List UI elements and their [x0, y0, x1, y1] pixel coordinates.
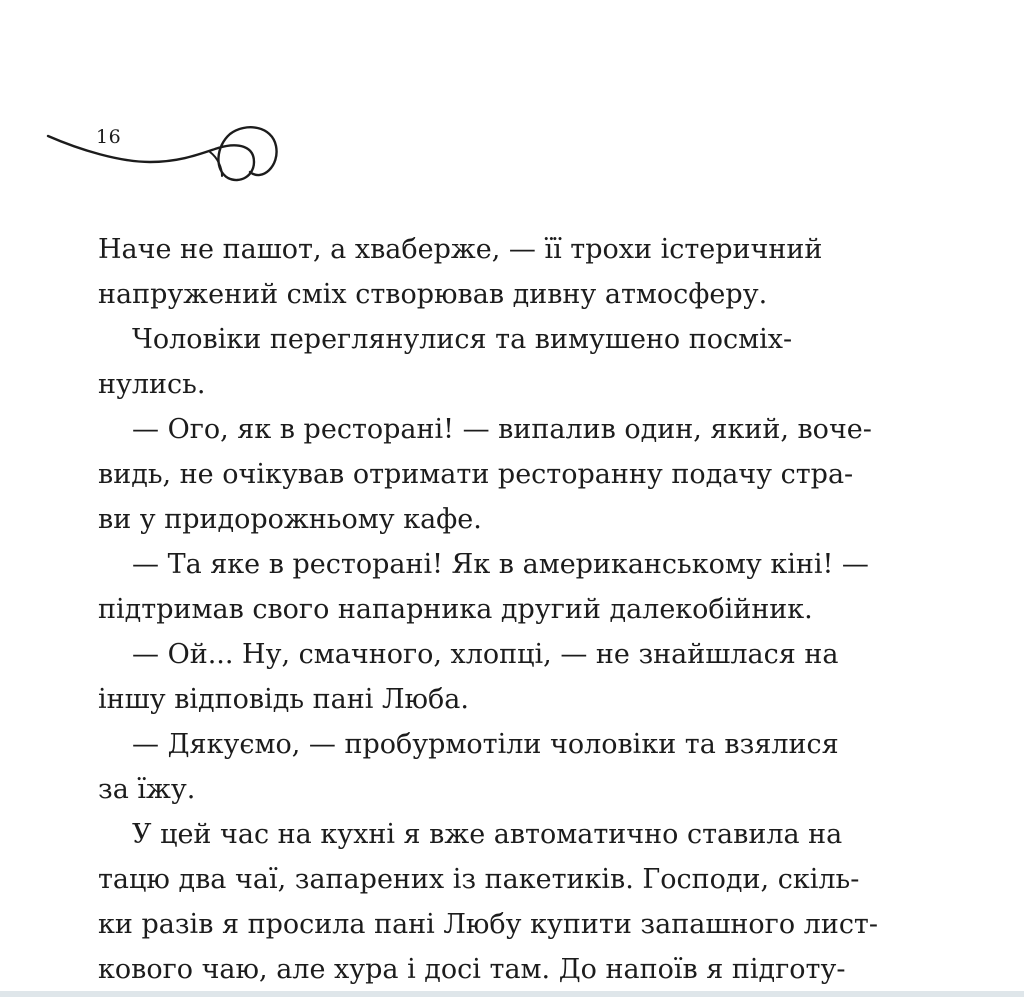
text-line: — Та яке в ресторані! Як в американському кіні! — [132, 549, 869, 580]
text-line: підтримав свого напарника другий далекобійник. [98, 594, 813, 625]
text-line: напружений сміх створював дивну атмосферу. [98, 279, 768, 310]
text-line: видь, не очікував отримати ресторанну подачу стра- [98, 459, 854, 490]
text-line: тацю два чаї, запарених із пакетиків. Господи, скіль- [98, 864, 860, 895]
page-number: 16 [96, 126, 122, 148]
text-line: ки разів я просила пані Любу купити запашного лист- [98, 909, 878, 940]
text-line: за їжу. [98, 774, 196, 805]
text-line: — Ой... Ну, смачного, хлопці, — не знайшлася на [132, 639, 839, 670]
text-line: кового чаю, але хура і досі там. До напоїв я підготу- [98, 954, 846, 985]
text-line: ви у придорожньому кафе. [98, 504, 482, 535]
text-line: Наче не пашот, а хваберже, — її трохи істеричний [98, 234, 823, 265]
page-bottom-edge [0, 991, 1024, 997]
page-header [40, 110, 300, 200]
text-line: нулись. [98, 369, 206, 400]
text-line: іншу відповідь пані Люба. [98, 684, 469, 715]
text-line: Чоловіки переглянулися та вимушено посміх- [132, 324, 793, 355]
text-line: У цей час на кухні я вже автоматично ставила на [132, 819, 843, 850]
text-line: — Дякуємо, — пробурмотіли чоловіки та взялися [132, 729, 839, 760]
body-text [98, 227, 898, 992]
text-line: — Ого, як в ресторані! — випалив один, який, воче- [132, 414, 872, 445]
swirl-flourish-icon [40, 110, 300, 200]
